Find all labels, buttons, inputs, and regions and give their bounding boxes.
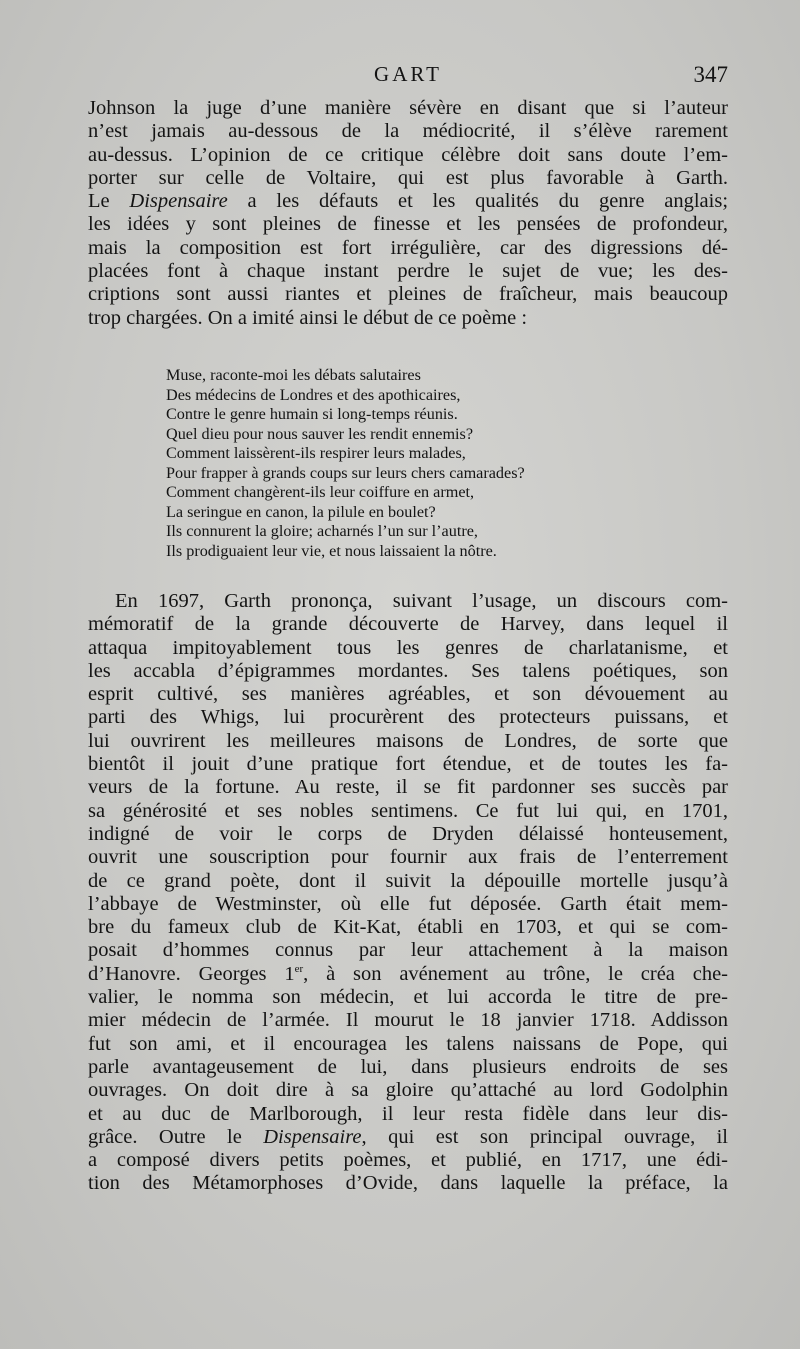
verse-line: Contre le genre humain si long-temps réunis.	[166, 405, 458, 423]
text-line: placées font à chaque instant perdre le sujet de vue; les des-	[88, 260, 728, 283]
text-line: mier médecin de l’armée. Il mourut le 18 janvier 1718. Addisson	[88, 1009, 728, 1032]
running-head	[88, 62, 728, 92]
text-line: parti des Whigs, lui procurèrent des protecteurs puissans, et	[88, 706, 728, 729]
text-line: trop chargées. On a imité ainsi le début de ce poème :	[88, 306, 528, 329]
verse-line: Comment laissèrent-ils respirer leurs malades,	[166, 444, 466, 462]
text-line: esprit cultivé, ses manières agréables, et son dévouement au	[88, 683, 728, 706]
verse-line: Quel dieu pour nous sauver les rendit ennemis?	[166, 424, 474, 443]
superscript: er	[294, 962, 304, 975]
verse-quotation	[166, 366, 646, 561]
text-fragment: , qui est son principal ouvrage, il	[361, 1125, 728, 1148]
verse-line: Muse, raconte-moi les débats salutaires	[166, 366, 421, 384]
text-line: criptions sont aussi riantes et pleines de fraîcheur, mais beaucoup	[88, 283, 728, 306]
text-line: les accabla d’épigrammes mordantes. Ses talens poétiques, son	[88, 659, 728, 682]
text-line: n’est jamais au-dessous de la médiocrité, il s’élève rarement	[88, 120, 728, 143]
verse-line: Pour frapper à grands coups sur leurs chers camarades?	[166, 463, 525, 482]
text-line: et au duc de Marlborough, il leur resta fidèle dans leur dis-	[88, 1102, 728, 1125]
text-line: bre du fameux club de Kit-Kat, établi en 1703, et qui se com-	[88, 916, 728, 939]
running-title: GART	[374, 62, 442, 86]
verse-line: Comment changèrent-ils leur coiffure en armet,	[166, 483, 475, 501]
text-line	[88, 963, 728, 986]
text-fragment: a les défauts et les qualités du genre anglais;	[247, 190, 729, 213]
text-fragment: , à son avénement au trône, le créa che-	[303, 962, 728, 985]
text-line: ouvrit une souscription pour fournir aux frais de l’enterrement	[88, 846, 728, 869]
text-line: En 1697, Garth prononça, suivant l’usage, un discours com-	[115, 590, 728, 612]
page-number: 347	[693, 62, 728, 87]
paragraph-2	[88, 590, 728, 1196]
text-line: porter sur celle de Voltaire, qui est plus favorable à Garth.	[88, 166, 728, 189]
text-line: mais la composition est fort irrégulière, car des digressions dé-	[88, 236, 728, 259]
text-line: de ce grand poète, dont il suivit la dépouille mortelle jusqu’à	[88, 869, 728, 892]
text-line: fut son ami, et il encouragea les talens naissans de Pope, qui	[88, 1032, 728, 1055]
text-line: au-dessus. L’opinion de ce critique célèbre doit sans doute l’em-	[88, 143, 728, 166]
text-line: les idées y sont pleines de finesse et les pensées de profondeur,	[88, 213, 728, 236]
text-line	[88, 190, 728, 213]
text-line: tion des Métamorphoses d’Ovide, dans laquelle la préface, la	[88, 1172, 728, 1195]
text-line: lui ouvrirent les meilleures maisons de Londres, de sorte que	[88, 729, 728, 752]
text-line: l’abbaye de Westminster, où elle fut déposée. Garth était mem-	[88, 892, 728, 915]
text-fragment: grâce. Outre le	[88, 1125, 264, 1148]
text-line: parle avantageusement de lui, dans plusieurs endroits de ses	[88, 1055, 728, 1078]
text-line: posait d’hommes connus par leur attachement à la maison	[88, 939, 728, 962]
verse-line: La seringue en canon, la pilule en boulet?	[166, 502, 436, 521]
text-line	[88, 1126, 728, 1149]
text-line: veurs de la fortune. Au reste, il se fit pardonner ses succès par	[88, 776, 728, 799]
verse-line: Ils prodiguaient leur vie, et nous laissaient la nôtre.	[166, 541, 497, 560]
paragraph-1	[88, 97, 728, 330]
text-line: bientôt il jouit d’une pratique fort étendue, et de toutes les fa-	[88, 753, 728, 776]
text-line: sa générosité et ses nobles sentimens. Ce fut lui qui, en 1701,	[88, 799, 728, 822]
verse-line: Ils connurent la gloire; acharnés l’un sur l’autre,	[166, 522, 478, 540]
text-line: attaqua impitoyablement tous les genres de charlatanisme, et	[88, 636, 728, 659]
verse-line: Des médecins de Londres et des apothicaires,	[166, 385, 461, 404]
text-fragment: d’Hanovre. Georges 1	[88, 962, 295, 985]
text-line: indigné de voir le corps de Dryden délaissé honteusement,	[88, 822, 728, 845]
book-title-italic: Dispensaire	[263, 1125, 362, 1148]
text-line: valier, le nomma son médecin, et lui accorda le titre de pre-	[88, 986, 728, 1009]
text-line: a composé divers petits poèmes, et publié, en 1717, une édi-	[88, 1149, 728, 1172]
text-fragment: Le	[88, 190, 130, 213]
book-title-italic: Dispensaire	[129, 190, 228, 213]
text-line: mémoratif de la grande découverte de Harvey, dans lequel il	[88, 613, 728, 636]
text-line: Johnson la juge d’une manière sévère en disant que si l’auteur	[88, 97, 728, 119]
text-line: ouvrages. On doit dire à sa gloire qu’attaché au lord Godolphin	[88, 1079, 728, 1102]
